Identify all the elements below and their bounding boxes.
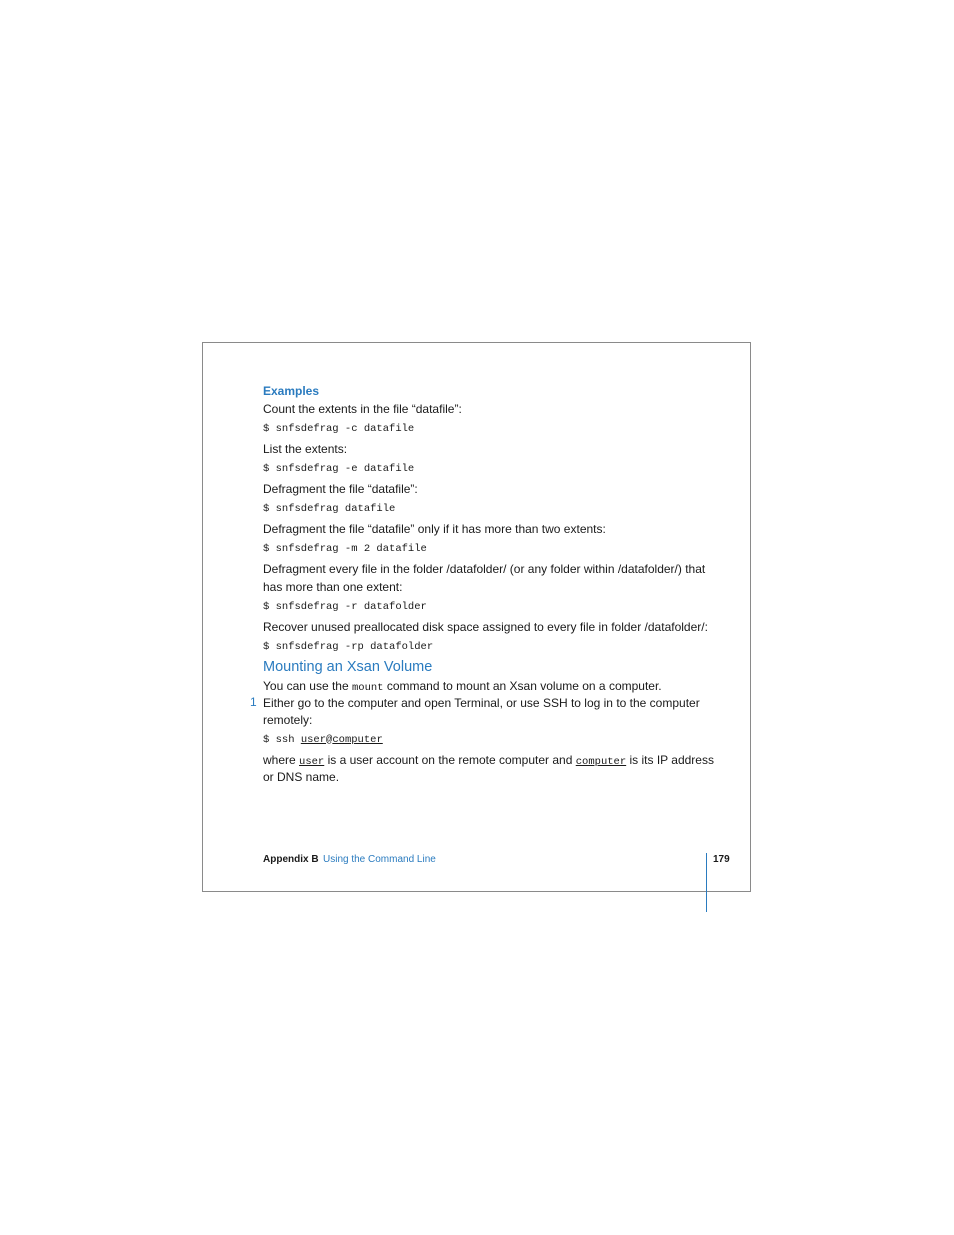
where-computer-term: computer — [575, 756, 627, 768]
example-2-description: List the extents: — [263, 442, 348, 456]
example-1-description: Count the extents in the file “datafile”: — [263, 402, 462, 416]
where-text-1: where — [263, 753, 300, 767]
where-text-2: is a user account on the remote computer and — [324, 753, 576, 767]
example-3-command: $ snfsdefrag datafile — [263, 503, 396, 515]
ssh-user-placeholder: user — [300, 734, 327, 746]
page-number: 179 — [713, 854, 730, 865]
example-5-description-line1: Defragment every file in the folder /datafolder/ (or any folder within /datafolder/) that — [263, 562, 706, 576]
ssh-computer-placeholder: computer — [332, 734, 383, 746]
example-6-command: $ snfsdefrag -rp datafolder — [263, 641, 434, 653]
ssh-at: @ — [326, 734, 333, 746]
examples-heading: Examples — [263, 384, 320, 398]
where-line2: or DNS name. — [263, 770, 340, 784]
example-1-command: $ snfsdefrag -c datafile — [263, 423, 415, 435]
mounting-heading: Mounting an Xsan Volume — [263, 659, 433, 675]
ssh-command — [263, 733, 383, 747]
footer-appendix-label: Appendix B — [263, 854, 319, 865]
example-3-description: Defragment the file “datafile”: — [263, 482, 418, 496]
step-number: 1 — [250, 695, 257, 709]
step-1-line2: remotely: — [263, 713, 313, 727]
example-5-command: $ snfsdefrag -r datafolder — [263, 601, 427, 613]
example-4-description: Defragment the file “datafile” only if it has more than two extents: — [263, 522, 606, 536]
mount-command-inline: mount — [351, 682, 384, 694]
mounting-intro-after: command to mount an Xsan volume on a computer. — [383, 679, 662, 693]
example-2-command: $ snfsdefrag -e datafile — [263, 463, 415, 475]
where-text-3: is its IP address — [626, 753, 714, 767]
step-1-line1: Either go to the computer and open Terminal, or use SSH to log in to the computer — [263, 696, 700, 710]
example-5-description-line2: has more than one extent: — [263, 580, 403, 594]
example-6-description: Recover unused preallocated disk space assigned to every file in folder /datafolder/: — [263, 620, 708, 634]
mounting-intro-before: You can use the — [263, 679, 352, 693]
footer-chapter-title: Using the Command Line — [323, 854, 436, 865]
where-user-term: user — [299, 756, 325, 768]
footer-divider — [706, 853, 707, 912]
example-4-command: $ snfsdefrag -m 2 datafile — [263, 543, 427, 555]
ssh-prefix: $ ssh — [263, 734, 301, 746]
